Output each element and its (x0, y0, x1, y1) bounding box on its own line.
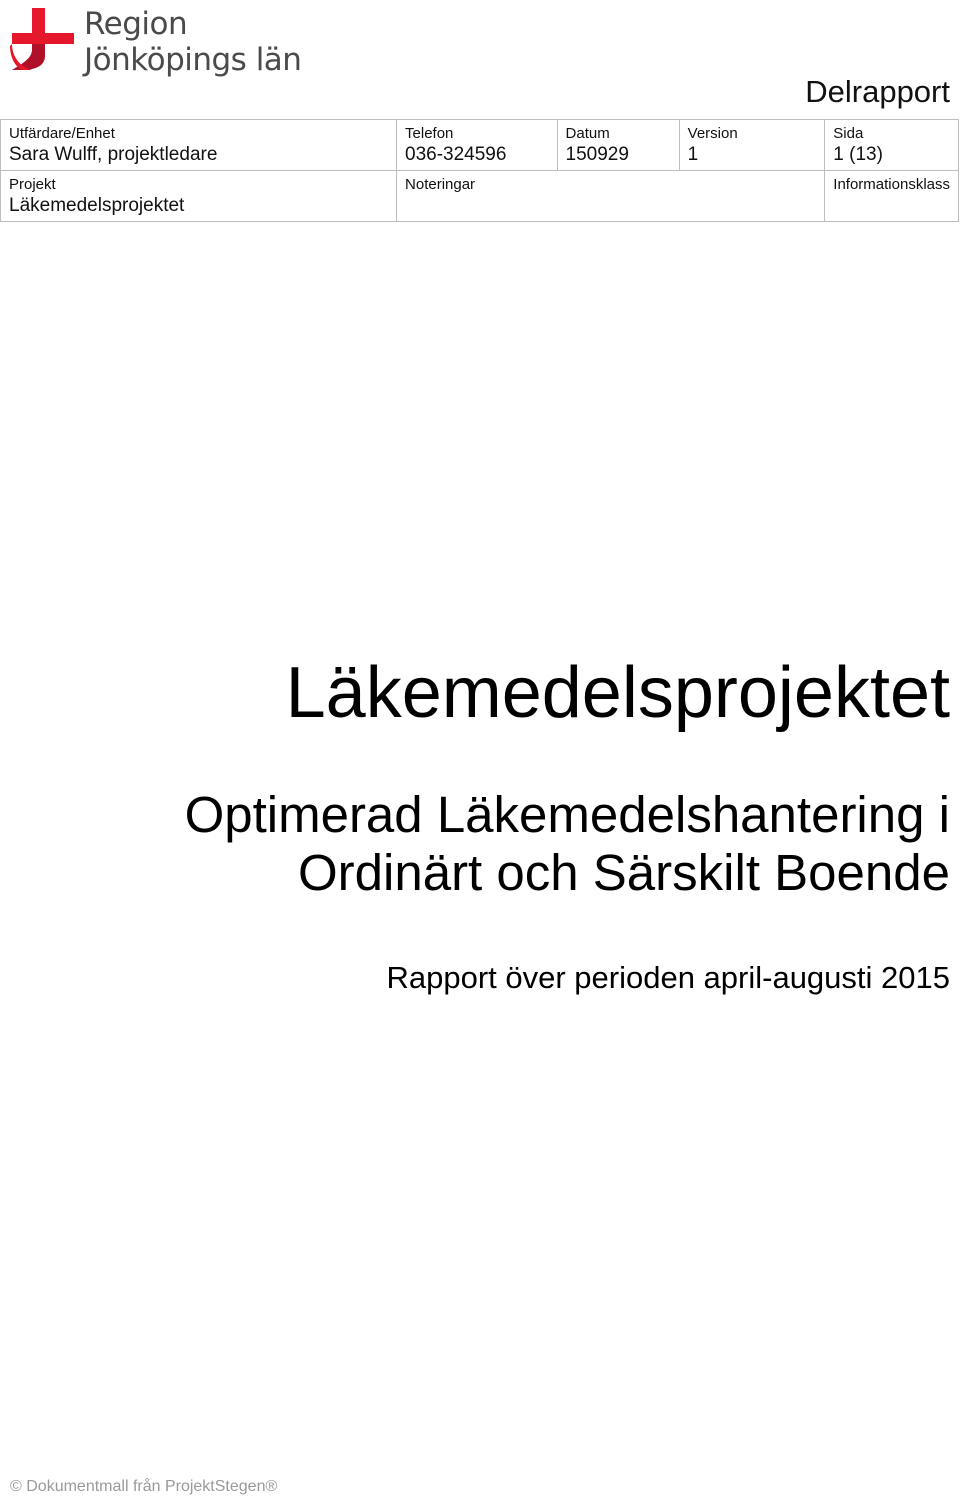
issuer-cell (1, 120, 397, 171)
issuer-label: Utfärdare/Enhet (9, 125, 115, 142)
project-label: Projekt (9, 176, 56, 193)
document-subtitle (185, 786, 950, 902)
version-value: 1 (687, 144, 699, 165)
document-metadata-table (0, 119, 959, 222)
notes-cell (397, 171, 825, 222)
logo-text-region: Region (84, 6, 188, 42)
region-logo (8, 6, 302, 78)
page-cell (825, 120, 959, 171)
metadata-row-1 (1, 120, 959, 171)
date-cell (557, 120, 679, 171)
subtitle-line-1: Optimerad Läkemedelshantering i (184, 786, 950, 843)
date-value: 150929 (565, 144, 629, 165)
region-cross-logo-icon (8, 6, 78, 72)
report-period: Rapport över perioden april-augusti 2015 (386, 960, 950, 995)
issuer-value: Sara Wulff, projektledare (9, 144, 218, 165)
document-type: Delrapport (805, 74, 950, 109)
infoclass-cell (825, 171, 959, 222)
phone-value: 036-324596 (405, 144, 507, 165)
notes-label: Noteringar (405, 176, 476, 193)
page-value: 1 (13) (833, 144, 883, 165)
version-label: Version (687, 125, 738, 142)
subtitle-line-2: Ordinärt och Särskilt Boende (298, 844, 950, 901)
infoclass-label: Informationsklass (833, 176, 950, 193)
metadata-row-2 (1, 171, 959, 222)
phone-cell (397, 120, 558, 171)
project-cell (1, 171, 397, 222)
version-cell (679, 120, 825, 171)
date-label: Datum (565, 125, 610, 142)
phone-label: Telefon (405, 125, 454, 142)
template-footer: © Dokumentmall från ProjektStegen® (10, 1478, 278, 1495)
document-title: Läkemedelsprojektet (285, 653, 950, 733)
logo-text-county: Jönköpings län (84, 42, 302, 78)
project-value: Läkemedelsprojektet (9, 195, 185, 216)
page-label: Sida (833, 125, 864, 142)
